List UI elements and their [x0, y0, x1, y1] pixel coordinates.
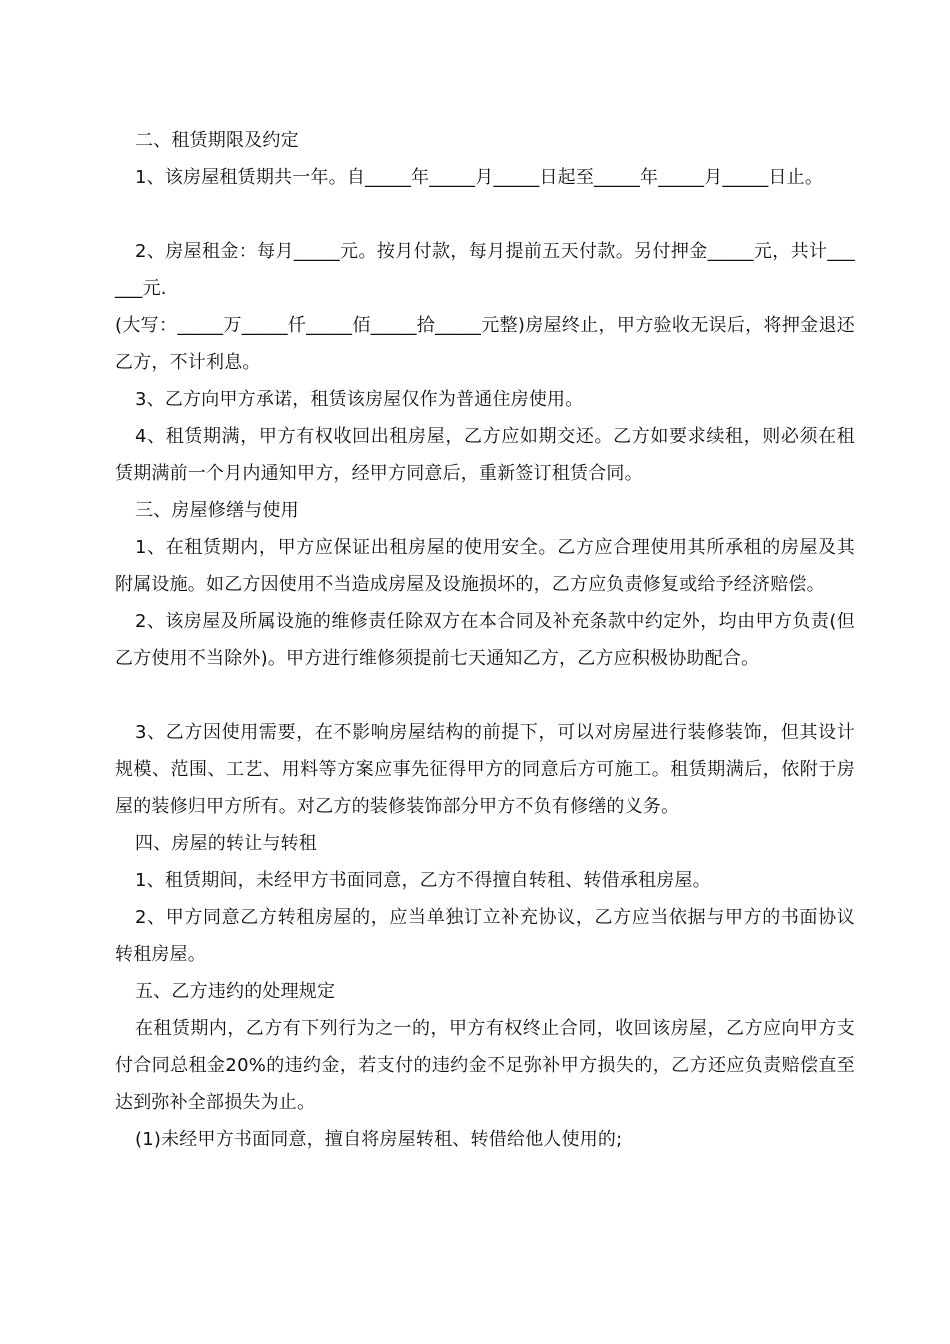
clause-rent: 2、房屋租金：每月_____元。按月付款，每月提前五天付款。另付押金_____元，共计______元.: [115, 241, 855, 299]
clause-decoration: 3、乙方因使用需要，在不影响房屋结构的前提下，可以对房屋进行装修装饰，但其设计规模、范围、工艺、用料等方案应事先征得甲方的同意后方可施工。租赁期满后，依附于房屋的装修归甲方所有。对乙方的装修装饰部分甲方不负有修缮的义务。: [115, 722, 855, 817]
section-heading-repair-use: 三、房屋修缮与使用: [135, 500, 299, 521]
clause-lease-period: 1、该房屋租赁期共一年。自_____年_____月_____日起至_____年_____月_____日止。: [135, 167, 824, 188]
clause-sublet-agreement: 2、甲方同意乙方转租房屋的，应当单独订立补充协议，乙方应当依据与甲方的书面协议转租房屋。: [115, 907, 855, 965]
clause-breach-item-1: (1)未经甲方书面同意，擅自将房屋转租、转借给他人使用的;: [135, 1129, 623, 1150]
section-heading-transfer-sublet: 四、房屋的转让与转租: [135, 833, 317, 854]
section-heading-breach: 五、乙方违约的处理规定: [135, 981, 336, 1002]
clause-safety-compensation: 1、在租赁期内，甲方应保证出租房屋的使用安全。乙方应合理使用其所承租的房屋及其附属设施。如乙方因使用不当造成房屋及设施损坏的，乙方应负责修复或给予经济赔偿。: [115, 537, 855, 595]
contract-body: [115, 122, 855, 1158]
clause-deposit-capital: (大写：_____万_____仟_____佰_____拾_____元整)房屋终止，甲方验收无误后，将押金退还乙方，不计利息。: [115, 315, 855, 373]
section-heading-lease-term: 二、租赁期限及约定: [135, 130, 299, 151]
clause-no-sublet: 1、租赁期间，未经甲方书面同意，乙方不得擅自转租、转借承租房屋。: [135, 870, 711, 891]
clause-residential-use: 3、乙方向甲方承诺，租赁该房屋仅作为普通住房使用。: [135, 389, 584, 410]
clause-breach-penalty: 在租赁期内，乙方有下列行为之一的，甲方有权终止合同，收回该房屋，乙方应向甲方支付合同总租金20%的违约金，若支付的违约金不足弥补甲方损失的，乙方还应负责赔偿直至达到弥补全部损失为止。: [115, 1018, 855, 1113]
clause-lease-renewal: 4、租赁期满，甲方有权收回出租房屋，乙方应如期交还。乙方如要求续租，则必须在租赁期满前一个月内通知甲方，经甲方同意后，重新签订租赁合同。: [115, 426, 855, 484]
clause-maintenance: 2、该房屋及所属设施的维修责任除双方在本合同及补充条款中约定外，均由甲方负责(但乙方使用不当除外)。甲方进行维修须提前七天通知乙方，乙方应积极协助配合。: [115, 611, 855, 669]
